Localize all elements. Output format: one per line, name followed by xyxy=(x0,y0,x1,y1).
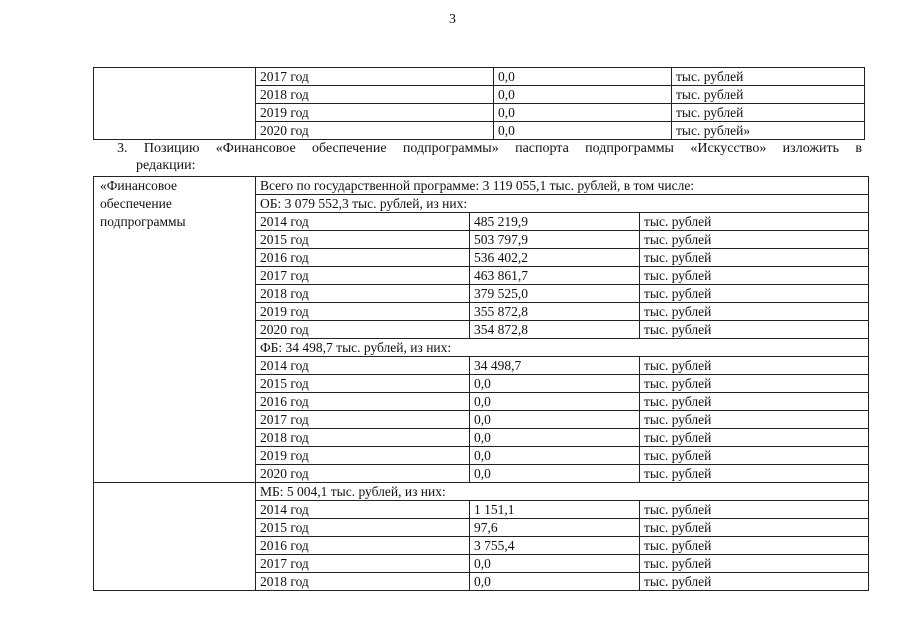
section-header-row xyxy=(94,483,869,501)
unit-cell: тыс. рублей xyxy=(640,465,869,483)
year-cell: 2016 год xyxy=(256,393,470,411)
unit-cell: тыс. рублей xyxy=(640,411,869,429)
year-cell: 2014 год xyxy=(256,357,470,375)
unit-cell: тыс. рублей xyxy=(640,321,869,339)
value-cell: 0,0 xyxy=(494,86,672,104)
unit-cell: тыс. рублей xyxy=(640,573,869,591)
unit-cell: тыс. рублей xyxy=(640,447,869,465)
section-header-fb: ФБ: 34 498,7 тыс. рублей, из них: xyxy=(256,339,869,357)
value-cell: 34 498,7 xyxy=(470,357,640,375)
unit-cell: тыс. рублей xyxy=(640,555,869,573)
value-cell: 379 525,0 xyxy=(470,285,640,303)
unit-cell: тыс. рублей xyxy=(640,429,869,447)
page-number: 3 xyxy=(449,12,456,27)
unit-cell: тыс. рублей xyxy=(640,267,869,285)
value-cell: 0,0 xyxy=(470,573,640,591)
empty-left-cell xyxy=(94,483,256,591)
value-cell: 485 219,9 xyxy=(470,213,640,231)
value-cell: 97,6 xyxy=(470,519,640,537)
year-cell: 2015 год xyxy=(256,375,470,393)
value-cell: 354 872,8 xyxy=(470,321,640,339)
year-cell: 2019 год xyxy=(256,104,494,122)
year-cell: 2020 год xyxy=(256,465,470,483)
value-cell: 536 402,2 xyxy=(470,249,640,267)
value-cell: 0,0 xyxy=(494,68,672,86)
unit-cell: тыс. рублей xyxy=(640,357,869,375)
year-cell: 2016 год xyxy=(256,249,470,267)
unit-cell: тыс. рублей xyxy=(640,375,869,393)
section-header-ob: ОБ: 3 079 552,3 тыс. рублей, из них: xyxy=(256,195,869,213)
unit-cell: тыс. рублей xyxy=(640,303,869,321)
year-cell: 2017 год xyxy=(256,411,470,429)
table-row xyxy=(94,68,865,86)
value-cell: 0,0 xyxy=(470,411,640,429)
year-cell: 2017 год xyxy=(256,68,494,86)
year-cell: 2016 год xyxy=(256,537,470,555)
financing-label-line: «Финансовое xyxy=(100,178,178,193)
financing-label-cell xyxy=(94,177,256,483)
empty-left-cell xyxy=(94,68,256,140)
value-cell: 463 861,7 xyxy=(470,267,640,285)
value-cell: 0,0 xyxy=(470,429,640,447)
item-3-text: 3. Позицию «Финансовое обеспечение подпрограммы» паспорта подпрограммы «Искусство» изложить в xyxy=(117,141,862,156)
value-cell: 0,0 xyxy=(470,393,640,411)
total-cell: Всего по государственной программе: 3 119 055,1 тыс. рублей, в том числе: xyxy=(256,177,869,195)
year-cell: 2017 год xyxy=(256,267,470,285)
unit-cell: тыс. рублей xyxy=(640,231,869,249)
unit-cell: тыс. рублей xyxy=(640,213,869,231)
year-cell: 2018 год xyxy=(256,86,494,104)
financing-label-line: подпрограммы xyxy=(100,214,186,229)
year-cell: 2018 год xyxy=(256,573,470,591)
value-cell: 0,0 xyxy=(470,555,640,573)
unit-cell: тыс. рублей xyxy=(640,501,869,519)
value-cell: 0,0 xyxy=(494,122,672,140)
unit-cell: тыс. рублей xyxy=(640,393,869,411)
year-cell: 2018 год xyxy=(256,285,470,303)
financing-table xyxy=(93,176,869,591)
year-cell: 2019 год xyxy=(256,447,470,465)
item-3-text-continued: редакции: xyxy=(136,158,196,173)
unit-cell: тыс. рублей» xyxy=(672,122,865,140)
year-cell: 2014 год xyxy=(256,501,470,519)
value-cell: 355 872,8 xyxy=(470,303,640,321)
unit-cell: тыс. рублей xyxy=(640,285,869,303)
value-cell: 3 755,4 xyxy=(470,537,640,555)
value-cell: 0,0 xyxy=(470,447,640,465)
unit-cell: тыс. рублей xyxy=(672,68,865,86)
financing-label-line: обеспечение xyxy=(100,196,172,211)
year-cell: 2014 год xyxy=(256,213,470,231)
continuation-table xyxy=(93,67,865,140)
total-row xyxy=(94,177,869,195)
unit-cell: тыс. рублей xyxy=(640,519,869,537)
year-cell: 2019 год xyxy=(256,303,470,321)
year-cell: 2015 год xyxy=(256,519,470,537)
unit-cell: тыс. рублей xyxy=(640,249,869,267)
unit-cell: тыс. рублей xyxy=(672,86,865,104)
year-cell: 2015 год xyxy=(256,231,470,249)
unit-cell: тыс. рублей xyxy=(640,537,869,555)
year-cell: 2020 год xyxy=(256,321,470,339)
year-cell: 2017 год xyxy=(256,555,470,573)
year-cell: 2020 год xyxy=(256,122,494,140)
section-header-mb: МБ: 5 004,1 тыс. рублей, из них: xyxy=(256,483,869,501)
unit-cell: тыс. рублей xyxy=(672,104,865,122)
value-cell: 0,0 xyxy=(470,465,640,483)
value-cell: 0,0 xyxy=(494,104,672,122)
value-cell: 0,0 xyxy=(470,375,640,393)
value-cell: 503 797,9 xyxy=(470,231,640,249)
value-cell: 1 151,1 xyxy=(470,501,640,519)
year-cell: 2018 год xyxy=(256,429,470,447)
